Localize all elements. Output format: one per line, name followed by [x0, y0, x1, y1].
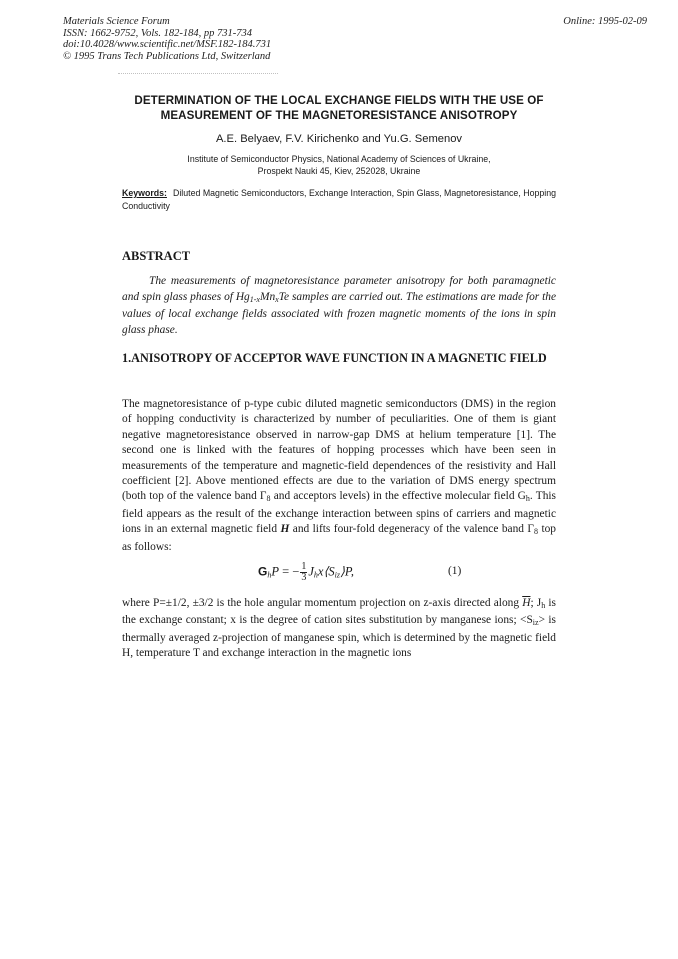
para-part-1: The magnetoresistance of p-type cubic diluted magnetic semiconductors (DMS) in the region of hopping conductivity is characterized by number of peculiarities. One of them is giant negative magnetoresistance observed in narrow-gap DMS at helium temperature [1]. The second one is linked with the features of hopping processes which have been seen in measurements of the temperature and magnetic-field dependences of the resistivity and Hall coefficient [2]. Above mentioned effects are due to the variation of DMS energy spectrum (both top of the valence band Γ — [122, 398, 556, 503]
abstract-part-2: samples are carried out. The estimations are made for the values of local exchange fields associated with frozen magnetic moments of the ions in spin glass phase. — [122, 290, 556, 336]
eq-equals: = — [282, 564, 290, 579]
affiliation-line-1: Institute of Semiconductor Physics, National Academy of Sciences of Ukraine, — [187, 154, 491, 164]
formula-hg: Hg — [235, 290, 250, 303]
keywords-label: Keywords: — [122, 188, 167, 198]
abstract-text — [122, 274, 556, 338]
abstract-heading: ABSTRACT — [122, 249, 191, 263]
eq-frac-num: 1 — [301, 561, 307, 572]
para-part-4: and lifts four-fold degeneracy of the valence band Γ — [289, 523, 535, 536]
formula-mn-sub: x — [275, 294, 279, 304]
jh-sub: h — [541, 601, 546, 610]
keywords-text: Diluted Magnetic Semiconductors, Exchange Interaction, Spin Glass, Magnetoresistance, Hopping Conductivity — [122, 188, 556, 211]
gh-sub: h — [525, 494, 530, 504]
affiliation-line-2: Prospekt Nauki 45, Kiev, 252028, Ukraine — [257, 166, 421, 176]
formula-mn: Mn — [259, 290, 276, 303]
eq-g-sub: h — [267, 570, 272, 580]
journal-name: Materials Science Forum — [63, 16, 170, 27]
equation-number: (1) — [448, 565, 462, 577]
field-h-symbol: H — [280, 523, 290, 536]
eq-x: x — [317, 564, 324, 579]
eq-j: J — [308, 564, 314, 579]
paper-title: DETERMINATION OF THE LOCAL EXCHANGE FIELDS WITH THE USE OF MEASUREMENT OF THE MAGNETORESISTANCE ANISOTROPY — [134, 94, 544, 122]
copyright-line: © 1995 Trans Tech Publications Ltd, Switzerland — [63, 50, 271, 62]
eq-fraction — [300, 562, 307, 583]
eq-g: G — [258, 564, 268, 579]
equation-1 — [258, 556, 478, 586]
para-part-2: and acceptors levels) in the effective molecular field G — [270, 490, 526, 503]
page-header — [63, 16, 647, 62]
formula-te: Te — [278, 290, 290, 303]
issn-line: ISSN: 1662-9752, Vols. 182-184, pp 731-734 — [63, 27, 252, 39]
equation-expression — [258, 562, 354, 583]
para-part-3: . This field appears as the result of the exchange interaction between spins of carriers and magnetic ions in an external magnetic field — [122, 490, 556, 536]
eq-j-sub: h — [313, 570, 318, 580]
doi-link[interactable]: doi:10.4028/www.scientific.net/MSF.182-184.731 — [63, 39, 272, 50]
section-1-heading: 1.ANISOTROPY OF ACCEPTOR WAVE FUNCTION IN A MAGNETIC FIELD — [122, 351, 547, 365]
eq-s: ⟨S — [323, 564, 335, 579]
eq-frac-den: 3 — [301, 572, 307, 583]
eq-minus: − — [292, 564, 300, 579]
where-paragraph — [122, 596, 556, 662]
online-date: Online: 1995-02-09 — [563, 16, 647, 27]
gamma8-sub-1: 8 — [266, 494, 271, 504]
where-part-2: ; J — [530, 597, 542, 609]
formula-hg-sub: 1-x — [249, 294, 260, 304]
siz-sub: iz — [532, 618, 539, 628]
eq-s-close: ⟩P, — [339, 564, 354, 579]
where-part-1: where P=±1/2, ±3/2 is the hole angular momentum projection on z-axis directed along — [122, 597, 523, 609]
para-part-5: top as follows: — [122, 523, 556, 553]
vector-h-symbol: $\overline{H}$ — [522, 597, 531, 609]
keywords-block — [122, 187, 556, 212]
gamma8-sub-2: 8 — [534, 527, 539, 537]
where-part-4: > is thermally averaged z-projection of manganese spin, which is determined by the magnetic field H, temperature T and exchange interaction in the magnetic ions — [122, 614, 556, 660]
where-part-3: is the exchange constant; x is the degree of cation sites substitution by manganese ions; <S — [122, 597, 556, 627]
affiliation — [100, 153, 578, 177]
scan-smudge — [118, 73, 278, 77]
section-1-paragraph — [122, 397, 556, 555]
abstract-part-1: The measurements of magnetoresistance parameter anisotropy for both paramagnetic and spin glass phases of — [122, 275, 556, 303]
eq-p: P — [271, 564, 279, 579]
eq-s-sub: iz — [334, 570, 340, 580]
author-list: A.E. Belyaev, F.V. Kirichenko and Yu.G. Semenov — [215, 133, 463, 145]
